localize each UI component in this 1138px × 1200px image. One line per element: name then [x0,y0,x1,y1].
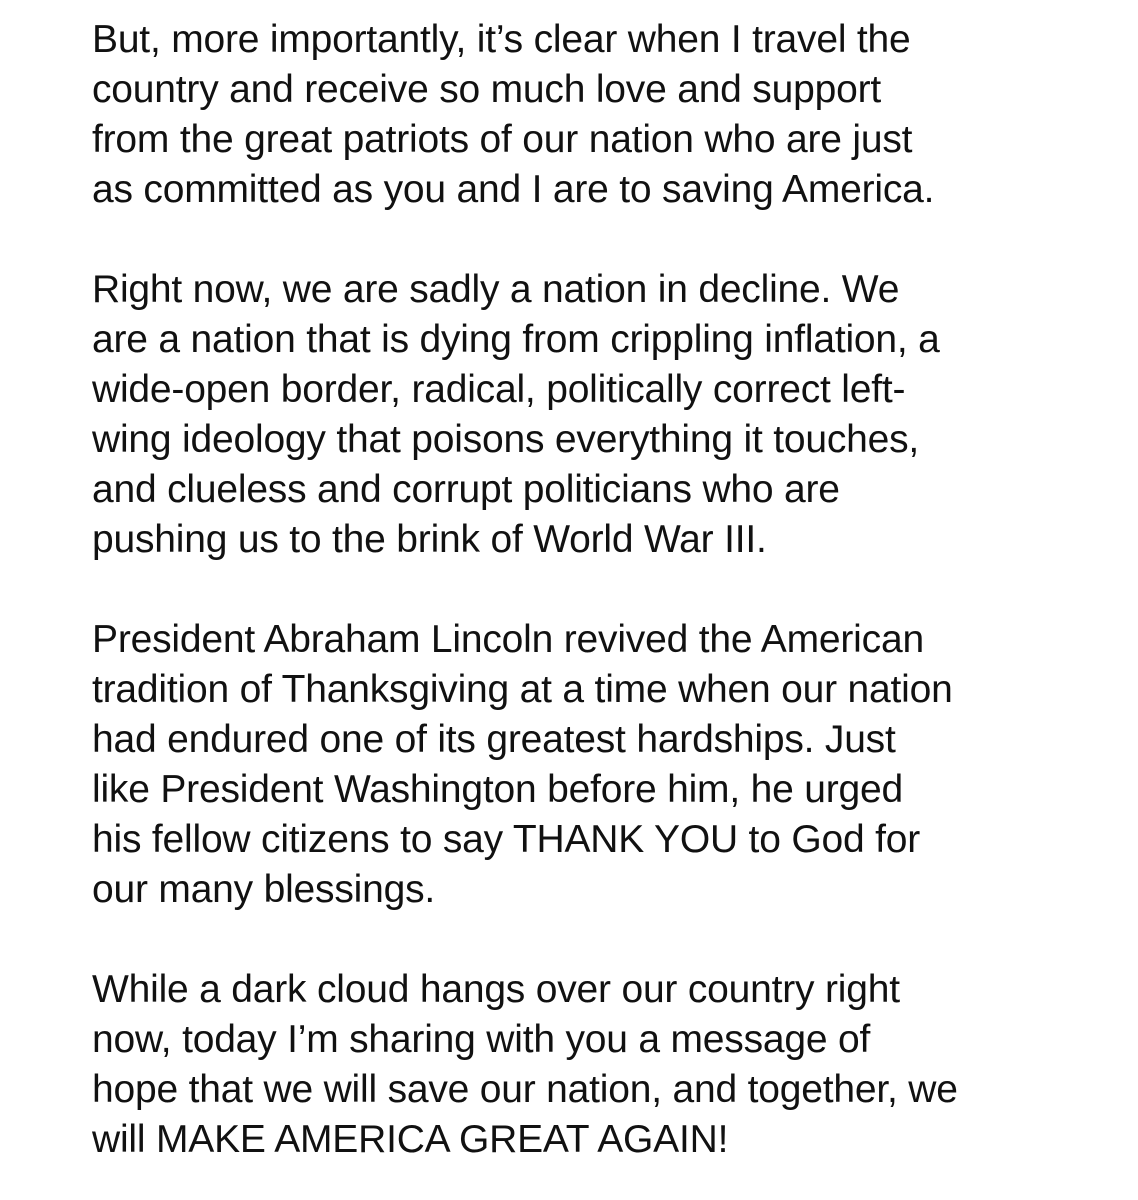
paragraph-line: President Abraham Lincoln revived the American [92,618,924,661]
paragraph-line: hope that we will save our nation, and together, we [92,1068,958,1111]
paragraph-1 [92,15,1132,215]
paragraph-line: now, today I’m sharing with you a message of [92,1018,871,1061]
paragraph-line: While a dark cloud hangs over our country right [92,968,900,1011]
paragraph-line: Right now, we are sadly a nation in decline. We [92,268,900,311]
paragraph-line: tradition of Thanksgiving at a time when our nation [92,668,953,711]
paragraph-line: like President Washington before him, he urged [92,768,903,811]
paragraph-3 [92,615,1132,915]
paragraph-line: his fellow citizens to say THANK YOU to God for [92,818,920,861]
paragraph-line: pushing us to the brink of World War III. [92,518,767,561]
paragraph-line: our many blessings. [92,868,436,911]
paragraph-2 [92,265,1132,565]
paragraph-4 [92,965,1132,1165]
paragraph-line: had endured one of its greatest hardships. Just [92,718,896,761]
paragraph-line: wing ideology that poisons everything it touches, [92,418,920,461]
paragraph-line: wide-open border, radical, politically correct left- [92,368,906,411]
paragraph-line: are a nation that is dying from crippling inflation, a [92,318,940,361]
paragraph-line: will MAKE AMERICA GREAT AGAIN! [92,1118,729,1161]
paragraph-line: country and receive so much love and support [92,68,881,111]
paragraph-line: from the great patriots of our nation who are just [92,118,913,161]
paragraph-line: and clueless and corrupt politicians who are [92,468,840,511]
paragraph-line: But, more importantly, it’s clear when I travel the [92,18,911,61]
paragraph-line: as committed as you and I are to saving America. [92,168,935,211]
letter-body [92,15,1132,1165]
